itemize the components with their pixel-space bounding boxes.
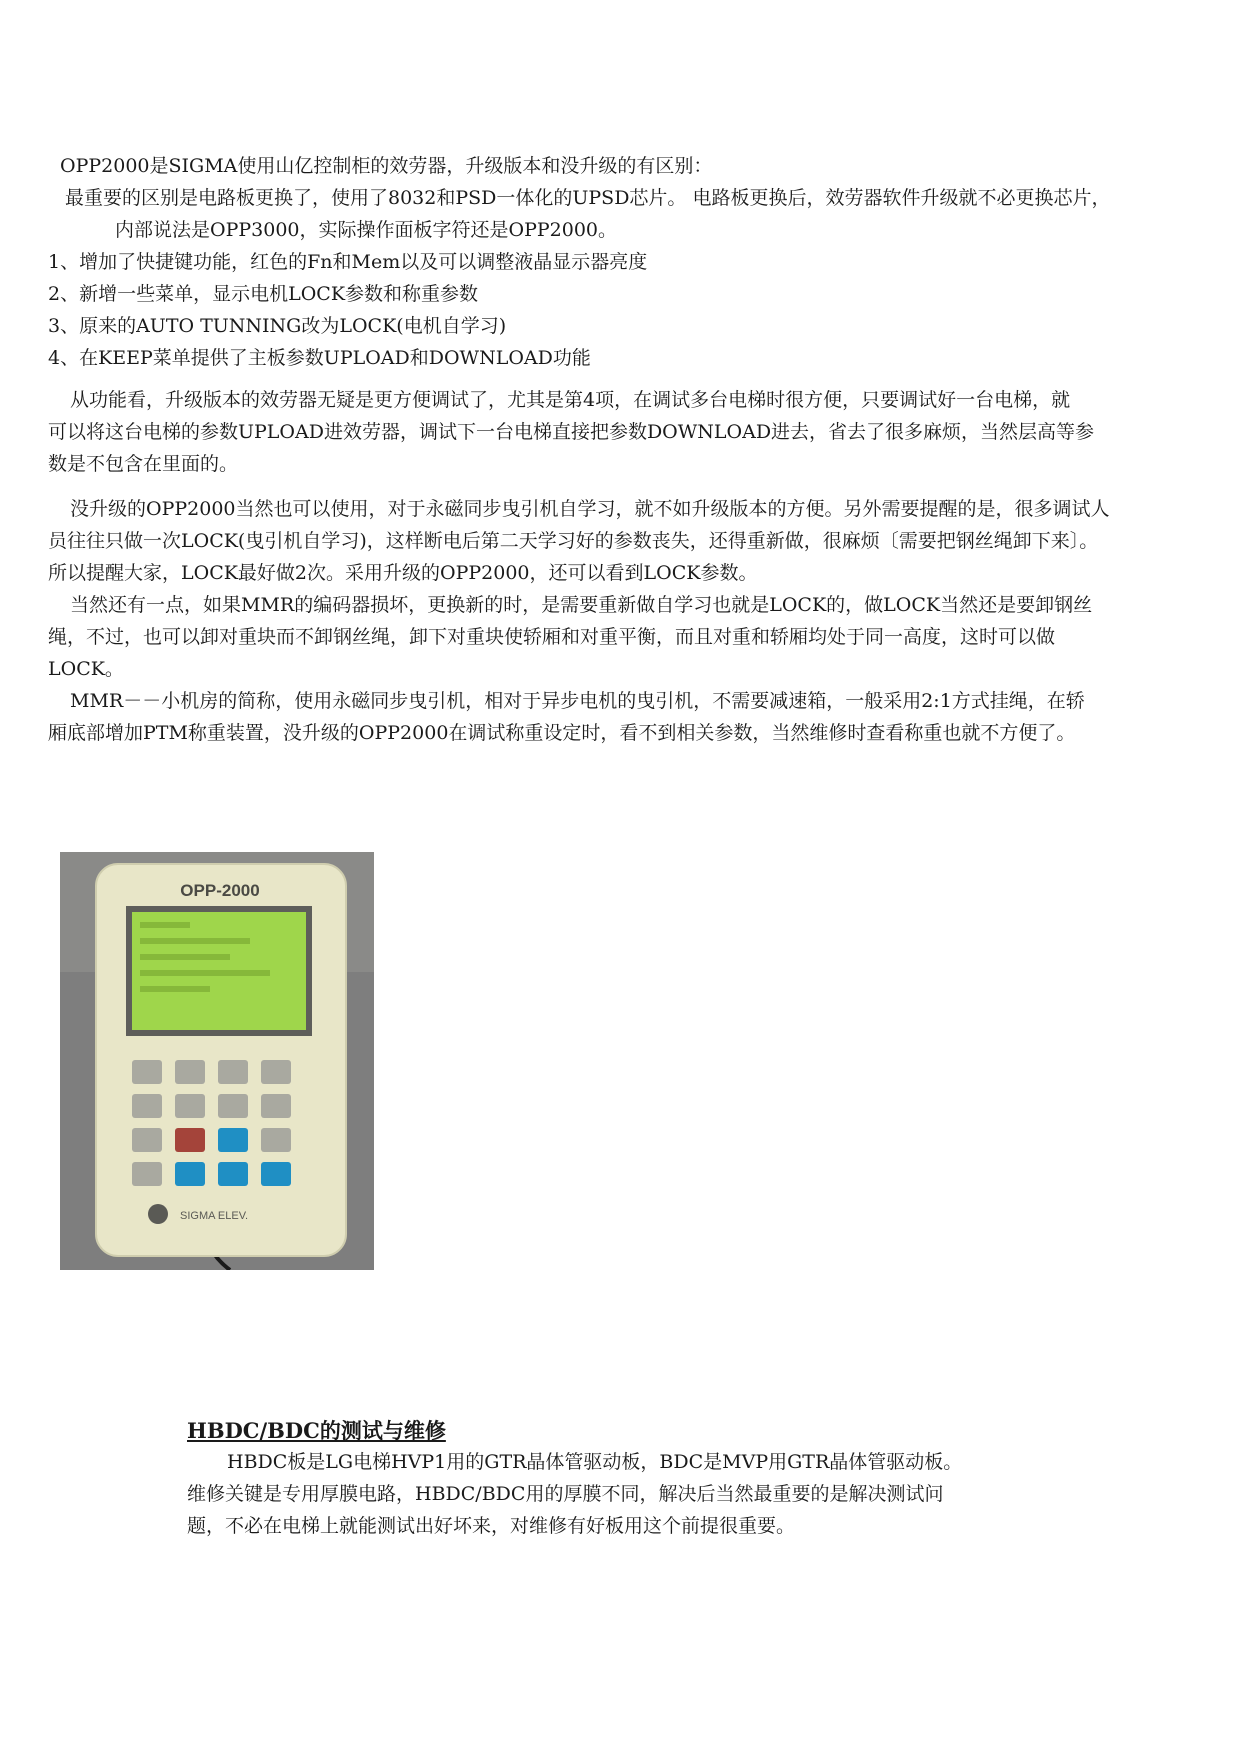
- paragraph-line: 题，不必在电梯上就能测试出好坏来，对维修有好板用这个前提很重要。: [187, 1515, 796, 1537]
- intro-line: OPP2000是SIGMA使用山亿控制柜的效劳器，升级版本和没升级的有区别：: [60, 155, 713, 177]
- feature-item: 3、原来的AUTO TUNNING改为LOCK(电机自学习): [48, 315, 507, 337]
- paragraph-line: 从功能看，升级版本的效劳器无疑是更方便调试了，尤其是第4项，在调试多台电梯时很方便，只要调试好一台电梯，就: [70, 389, 1071, 411]
- paragraph-line: 没升级的OPP2000当然也可以使用，对于永磁同步曳引机自学习，就不如升级版本的方便。另外需要提醒的是，很多调试人: [70, 498, 1110, 520]
- keypad-key: [261, 1128, 291, 1152]
- keypad-key-blue: [261, 1162, 291, 1186]
- paragraph-line: HBDC板是LG电梯HVP1用的GTR晶体管驱动板，BDC是MVP用GTR晶体管驱动板。: [227, 1451, 963, 1473]
- keypad-key-blue: [175, 1162, 205, 1186]
- paragraph-line: 当然还有一点，如果MMR的编码器损坏，更换新的时，是需要重新做自学习也就是LOCK的，做LOCK当然还是要卸钢丝: [70, 594, 1093, 616]
- keypad-key: [175, 1060, 205, 1084]
- paragraph-line: 维修关键是专用厚膜电路，HBDC/BDC用的厚膜不同，解决后当然最重要的是解决测试问: [187, 1483, 944, 1505]
- paragraph-line: 绳，不过，也可以卸对重块而不卸钢丝绳，卸下对重块使轿厢和对重平衡，而且对重和轿厢均处于同一高度，这时可以做: [48, 626, 1056, 648]
- keypad-key: [132, 1162, 162, 1186]
- paragraph-line: MMR－－小机房的简称，使用永磁同步曳引机，相对于异步电机的曳引机，不需要减速箱，一般采用2:1方式挂绳，在轿: [70, 690, 1085, 712]
- keypad-key: [132, 1060, 162, 1084]
- keypad-key-blue: [218, 1128, 248, 1152]
- section-title: HBDC/BDC的测试与维修: [187, 1418, 446, 1443]
- intro-line: 最重要的区别是电路板更换了，使用了8032和PSD一体化的UPSD芯片。 电路板更换后，效劳器软件升级就不必更换芯片，: [65, 187, 1111, 209]
- device-brand: SIGMA ELEV.: [180, 1210, 249, 1222]
- keypad-key: [132, 1128, 162, 1152]
- feature-item: 1、增加了快捷键功能，红色的Fn和Mem以及可以调整液晶显示器亮度: [48, 251, 648, 273]
- paragraph-line: LOCK。: [48, 658, 124, 680]
- keypad-key: [218, 1094, 248, 1118]
- keypad-key-blue: [218, 1162, 248, 1186]
- keypad-key: [218, 1060, 248, 1084]
- brand-logo-icon: [148, 1204, 168, 1224]
- intro-line: 内部说法是OPP3000，实际操作面板字符还是OPP2000。: [115, 219, 617, 241]
- keypad-key: [261, 1094, 291, 1118]
- keypad-key: [261, 1060, 291, 1084]
- paragraph-line: 员往往只做一次LOCK(曳引机自学习)，这样断电后第二天学习好的参数丧失，还得重新做，很麻烦〔需要把钢丝绳卸下来〕。: [48, 530, 1099, 552]
- paragraph-line: 厢底部增加PTM称重装置，没升级的OPP2000在调试称重设定时，看不到相关参数，当然维修时查看称重也就不方便了。: [48, 722, 1076, 744]
- keypad-key-red: [175, 1128, 205, 1152]
- paragraph-line: 数是不包含在里面的。: [48, 453, 239, 475]
- paragraph-line: 可以将这台电梯的参数UPLOAD进效劳器，调试下一台电梯直接把参数DOWNLOAD进去，省去了很多麻烦，当然层高等参: [48, 421, 1095, 443]
- keypad-key: [175, 1094, 205, 1118]
- feature-item: 2、新增一些菜单，显示电机LOCK参数和称重参数: [48, 283, 479, 305]
- keypad-key: [132, 1094, 162, 1118]
- feature-item: 4、在KEEP菜单提供了主板参数UPLOAD和DOWNLOAD功能: [48, 347, 591, 369]
- device-label: OPP-2000: [180, 881, 260, 900]
- paragraph-line: 所以提醒大家，LOCK最好做2次。采用升级的OPP2000，还可以看到LOCK参数。: [48, 562, 758, 584]
- device-photo: [60, 852, 374, 1270]
